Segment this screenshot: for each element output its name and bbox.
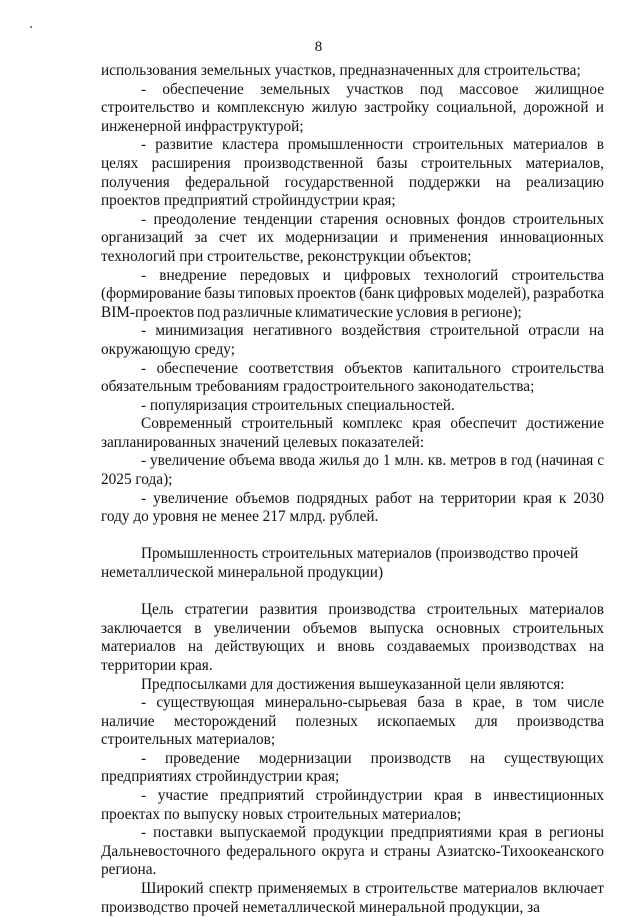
list-item: - поставки выпускаемой продукции предприятиями края в регионы Дальневосточного федерального округа и страны Азиатско-Тихоокеанского региона. [101, 824, 604, 879]
document-body [101, 62, 604, 917]
list-item: - увеличение объема ввода жилья до 1 млн. кв. метров в год (начиная с 2025 года); [101, 452, 604, 489]
list-item: - обеспечение соответствия объектов капитального строительства обязательным требованиям градостроительного законодательства; [101, 359, 604, 396]
page-number: 8 [314, 39, 323, 55]
list-item: - внедрение передовых и цифровых технологий строительства (формирование базы типовых проектов (банк цифровых моделей), разработка BIM-проектов под различные климатические условия в регионе); [101, 266, 604, 321]
list-item: - популяризация строительных специальностей. [141, 396, 455, 414]
list-item: - участие предприятий стройиндустрии края в инвестиционных проектах по выпуску новых строительных материалов; [101, 787, 604, 823]
list-item: - проведение модернизации производств на существующих предприятиях стройиндустрии края; [101, 749, 604, 786]
paragraph: Предпосылками для достижения вышеуказанной цели являются: [141, 675, 565, 693]
list-item: - развитие кластера промышленности строительных материалов в целях расширения производственной базы строительных материалов, получения федеральной государственной поддержки на реализацию проектов предприятий стройиндустрии края; [101, 136, 604, 210]
list-item: - обеспечение земельных участков под массовое жилищное строительство и комплексную жилую застройку социальной, дорожной и инженерной инфраструктурой; [101, 80, 604, 135]
section-heading-line-1: Промышленность строительных материалов (производство прочей [141, 545, 579, 563]
section-heading-line-2: неметаллической минеральной продукции) [101, 563, 384, 581]
paragraph: Цель стратегии развития производства строительных материалов заключается в увеличении объемов выпуска основных строительных материалов на действующих и вновь создаваемых производствах на территории края. [101, 601, 604, 674]
list-item: - преодоление тенденции старения основных фондов строительных организаций за счет их модернизации и применения инновационных технологий при строительстве, реконструкции объектов; [101, 210, 604, 265]
list-item: - существующая минерально-сырьевая база в крае, в том числе наличие месторождений полезных ископаемых для производства строительных материалов; [101, 694, 604, 749]
list-item: - увеличение объемов подрядных работ на территории края к 2030 году до уровня не менее 217 млрд. рублей. [101, 489, 604, 526]
paragraph: использования земельных участков, предназначенных для строительства; [101, 62, 581, 79]
scan-speck [30, 26, 32, 28]
paragraph: Широкий спектр применяемых в строительстве материалов включает производство прочей неметаллической минеральной продукции, за [101, 880, 604, 916]
section-heading [101, 545, 604, 582]
list-item: - минимизация негативного воздействия строительной отрасли на окружающую среду; [101, 322, 604, 358]
paragraph: Современный строительный комплекс края обеспечит достижение запланированных значений целевых показателей: [101, 415, 604, 451]
